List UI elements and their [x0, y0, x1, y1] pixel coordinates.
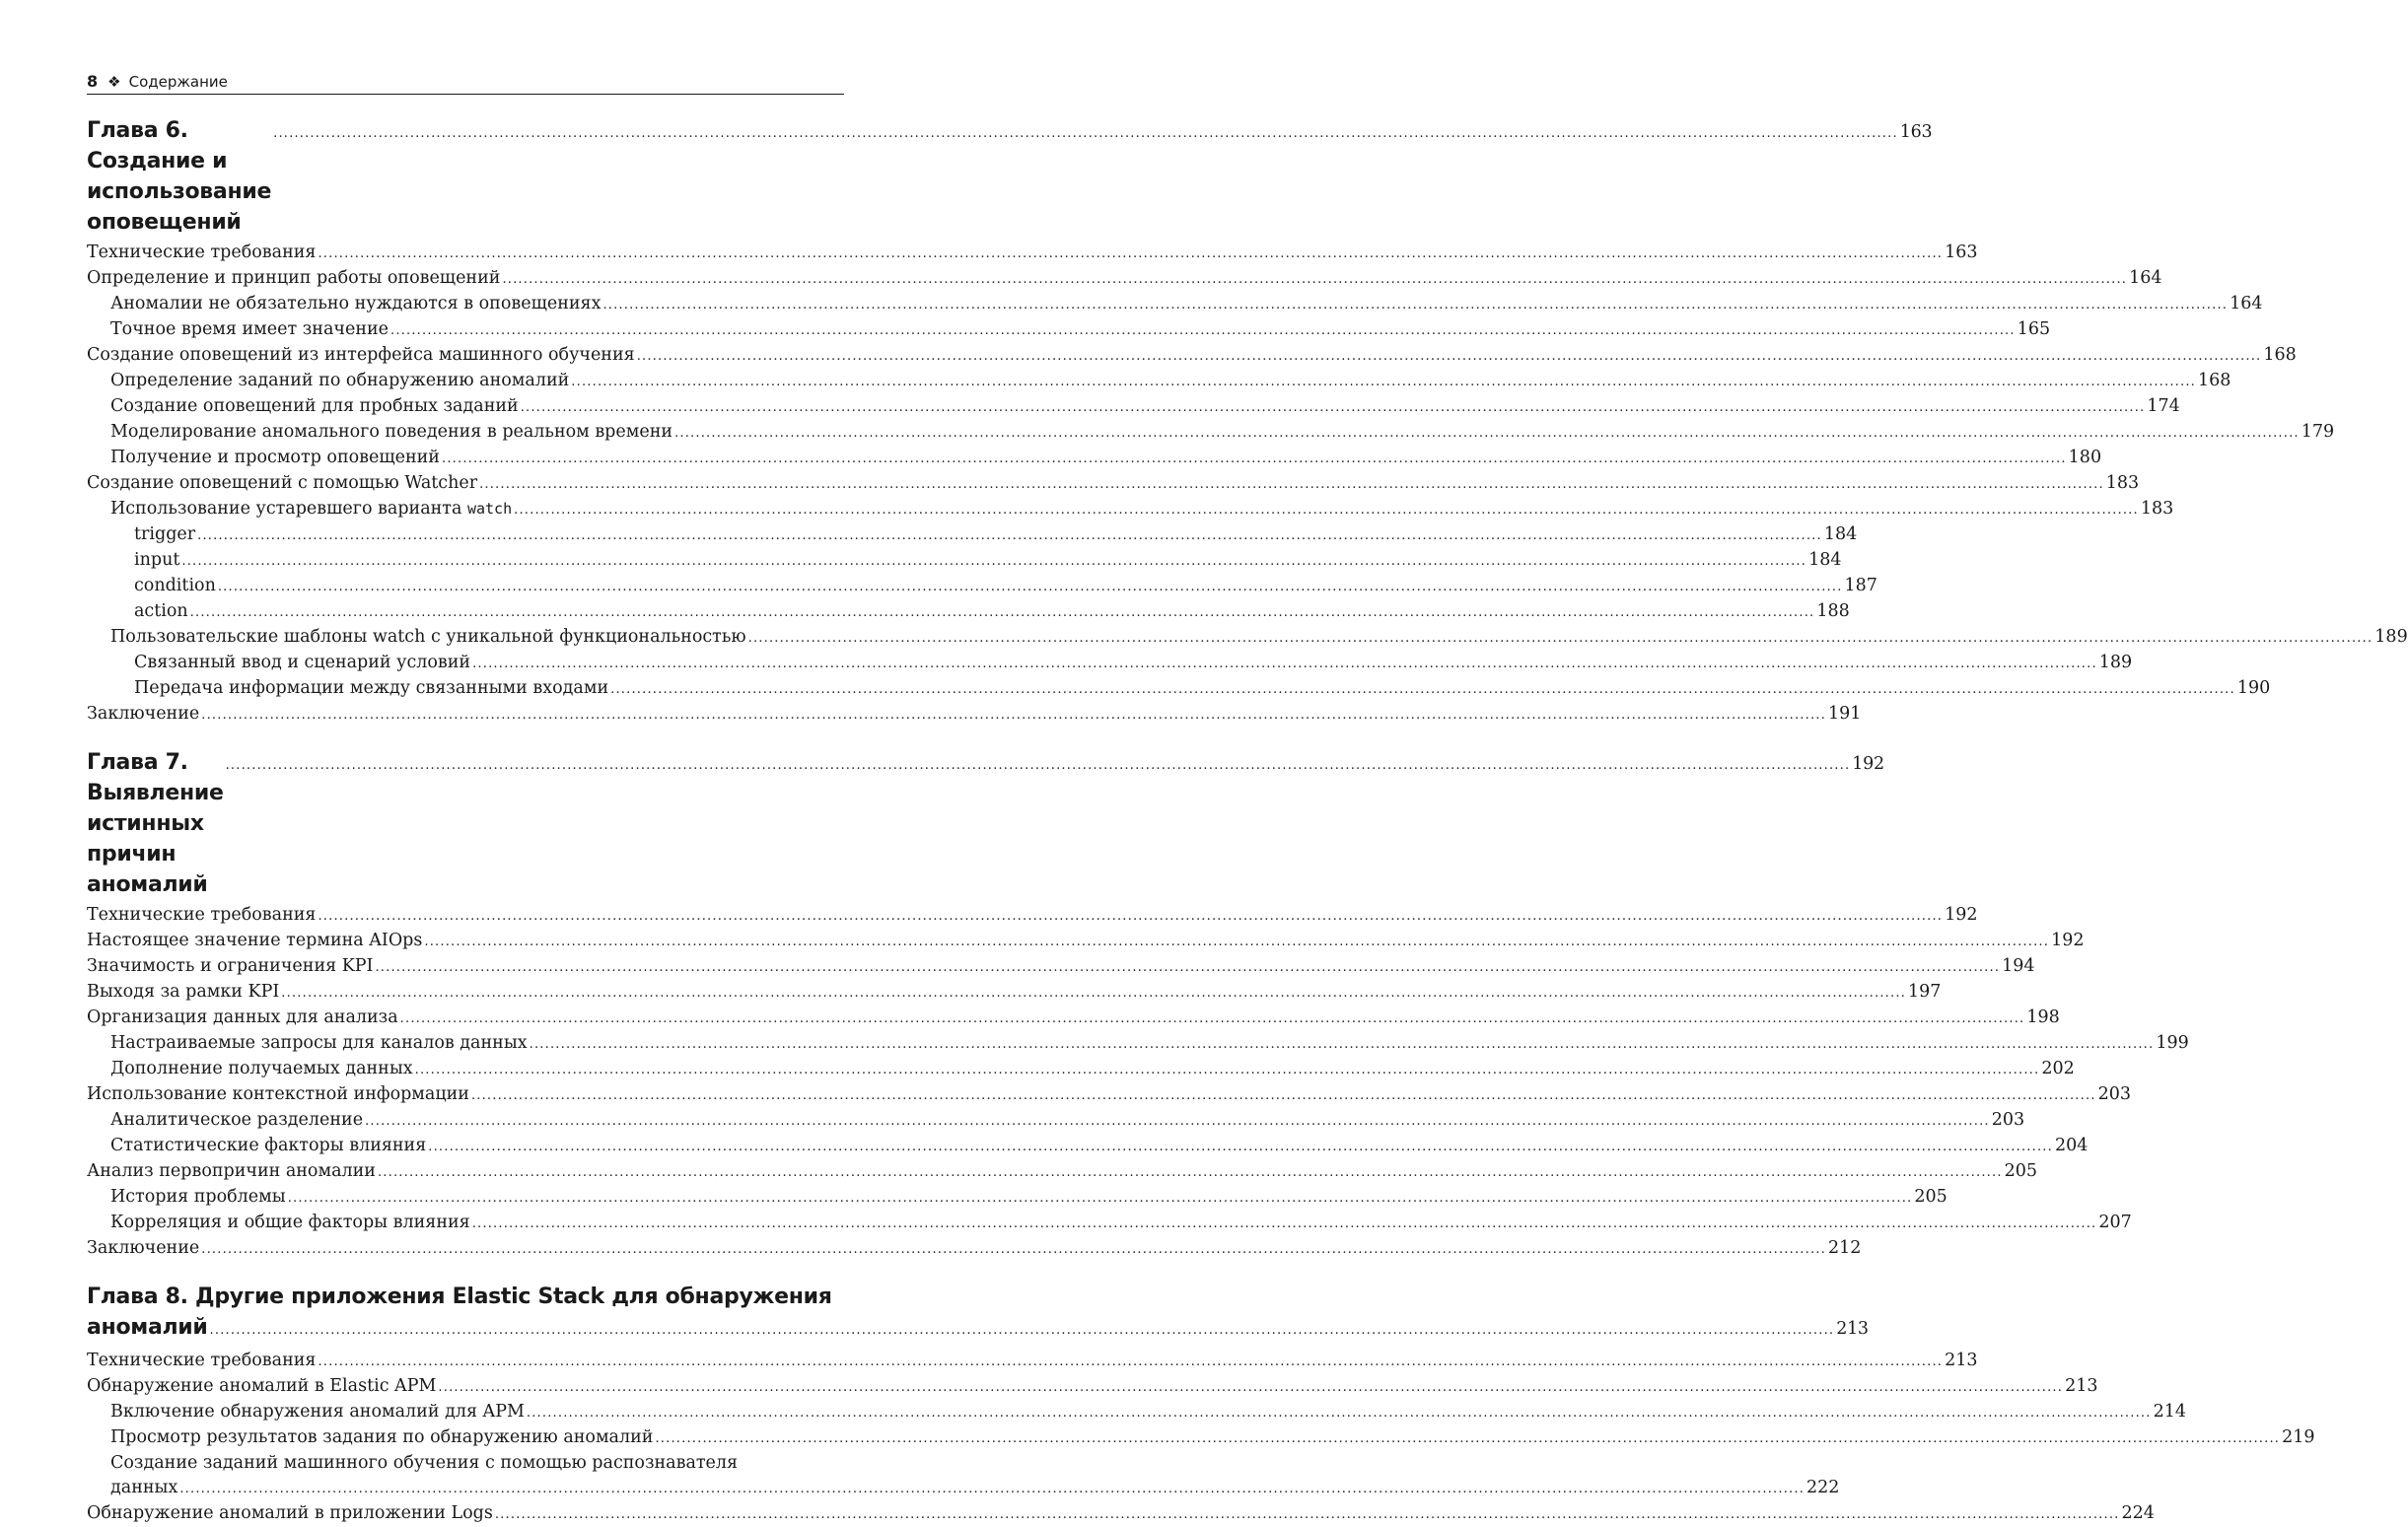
toc-entry-text: Использование устаревшего варианта — [110, 499, 467, 519]
leader-dots — [424, 930, 2049, 954]
toc-entry-title — [134, 676, 608, 701]
toc-entry-title — [87, 1349, 316, 1373]
leader-dots — [318, 242, 1943, 266]
leader-dots — [530, 1032, 2155, 1057]
leader-dots — [400, 1006, 2025, 1031]
toc-entry-text: Заключение — [87, 704, 200, 724]
leader-dots — [318, 904, 1943, 929]
toc-entry[interactable] — [87, 954, 2035, 980]
toc-entry-text: Связанный ввод и сценарий условий — [134, 653, 471, 672]
toc-entry-text: Просмотр результатов задания по обнаружению аномалий — [110, 1427, 654, 1447]
chapter-8 — [87, 1282, 2315, 1527]
toc-entry[interactable] — [87, 394, 2180, 420]
toc-entry[interactable] — [87, 292, 2263, 317]
toc-entry-text: Заключение — [87, 1238, 200, 1258]
leader-dots — [288, 1186, 1913, 1211]
toc-entry-title — [110, 1400, 525, 1424]
toc-entry-page: 179 — [2301, 422, 2335, 442]
toc-entry[interactable] — [87, 522, 1858, 548]
toc-entry[interactable] — [87, 599, 1850, 625]
toc-entry-text: Технические требования — [87, 1351, 317, 1370]
toc-entry[interactable] — [87, 369, 2231, 394]
leader-dots — [201, 703, 1826, 728]
section-title: Содержание — [128, 73, 228, 91]
toc-entry-page: 183 — [2105, 473, 2140, 493]
toc-entry-title — [110, 369, 569, 393]
entry-list — [87, 241, 2408, 728]
toc-entry-page: 188 — [1816, 601, 1850, 621]
toc-entry[interactable] — [87, 676, 2271, 702]
toc-entry[interactable] — [87, 1006, 2060, 1031]
toc-entry-title — [110, 292, 601, 316]
leader-dots — [415, 1058, 2040, 1082]
toc-entry[interactable] — [87, 471, 2140, 497]
toc-entry-page: 187 — [1844, 576, 1877, 595]
leader-dots — [602, 293, 2228, 317]
toc-entry-title — [110, 497, 512, 521]
toc-entry-page: 213 — [2065, 1376, 2098, 1396]
toc-entry-title — [87, 343, 635, 368]
toc-entry[interactable] — [87, 1400, 2186, 1425]
leader-dots — [502, 267, 2127, 292]
leader-dots — [514, 498, 2139, 522]
toc-entry-text: condition — [134, 576, 216, 595]
entry-list — [87, 1349, 2315, 1527]
toc-entry[interactable] — [87, 317, 2051, 343]
leader-dots — [521, 395, 2146, 420]
toc-entry-text: Настоящее значение термина AIOps — [87, 931, 423, 950]
toc-entry[interactable] — [87, 1134, 2089, 1159]
toc-entry-page: 163 — [1945, 243, 1978, 262]
leader-dots — [655, 1426, 2280, 1451]
leader-dots — [571, 370, 2196, 394]
toc-entry-page: 199 — [2156, 1033, 2189, 1053]
toc-entry[interactable] — [87, 929, 2085, 954]
toc-entry-title — [87, 980, 279, 1005]
toc-entry-title — [134, 548, 179, 573]
toc-entry-title — [87, 1236, 199, 1261]
toc-entry-title — [87, 1374, 436, 1399]
leader-dots — [197, 523, 1822, 548]
toc-entry[interactable] — [87, 1476, 1840, 1501]
toc-entry-title — [87, 266, 500, 291]
toc-entry-page: 190 — [2236, 678, 2271, 698]
toc-entry[interactable] — [87, 1057, 2075, 1082]
toc-entry-title — [134, 574, 216, 598]
toc-entry-text: Обнаружение аномалий в приложении Logs — [87, 1503, 493, 1523]
toc-entry-page: 164 — [2129, 268, 2162, 288]
leader-dots — [442, 447, 2067, 471]
leader-dots — [365, 1109, 1990, 1134]
toc-entry[interactable] — [87, 1501, 2155, 1527]
toc-entry-text: Дополнение получаемых данных — [110, 1059, 413, 1078]
toc-entry-page: 164 — [2230, 294, 2263, 313]
leader-dots — [318, 1350, 1943, 1374]
leader-dots — [190, 600, 1815, 625]
toc-entry-page: 202 — [2041, 1059, 2075, 1078]
toc-entry-page: 184 — [1808, 550, 1842, 570]
leader-dots — [438, 1375, 2063, 1400]
toc-entry-text: Технические требования — [87, 905, 317, 925]
toc-page — [87, 69, 2408, 1527]
toc-entry-code: watch — [466, 500, 513, 518]
ornament-icon: ❖ — [107, 73, 121, 91]
leader-dots — [281, 981, 1906, 1006]
toc-entry-text: input — [134, 550, 180, 570]
toc-entry[interactable] — [87, 1031, 2189, 1057]
toc-entry-text: Статистические факторы влияния — [110, 1136, 427, 1155]
chapter-title-text: Глава 6. Создание и использование оповещений — [87, 118, 272, 235]
toc-entry-text: Аномалии не обязательно нуждаются в оповещениях — [110, 294, 602, 313]
toc-entry-text: Получение и просмотр оповещений — [110, 448, 440, 467]
toc-entry[interactable] — [87, 1185, 1948, 1211]
toc-entry-text: Создание оповещений для пробных заданий — [110, 396, 519, 416]
toc-entry[interactable] — [87, 651, 2133, 676]
toc-entry-page: 189 — [2374, 627, 2408, 647]
toc-entry[interactable] — [87, 548, 1842, 574]
leader-dots — [201, 1237, 1826, 1262]
toc-entry-text: Значимость и ограничения KPI — [87, 956, 374, 976]
toc-entry-title — [110, 317, 389, 342]
chapter-title-text: аномалий — [87, 1315, 208, 1340]
toc-entry-text: Пользовательские шаблоны watch с уникальной функциональностью — [110, 627, 746, 647]
toc-entry-title — [134, 522, 195, 547]
toc-entry-title — [110, 1108, 363, 1133]
toc-entry-title — [110, 1425, 653, 1450]
toc-entry[interactable] — [87, 241, 1978, 266]
toc-entry[interactable] — [87, 1374, 2098, 1400]
toc-entry-title — [87, 903, 316, 928]
toc-entry[interactable] — [87, 343, 2297, 369]
leader-dots — [479, 472, 2104, 497]
toc-entry-text: Моделирование аномального поведения в реальном времени — [110, 422, 673, 442]
toc-entry-page: 219 — [2282, 1427, 2315, 1447]
leader-dots — [181, 549, 1806, 574]
toc-entry-page: 214 — [2153, 1402, 2186, 1422]
toc-entry-page: 203 — [2097, 1084, 2132, 1104]
toc-entry-text: Выходя за рамки KPI — [87, 982, 280, 1002]
toc-entry-title — [87, 929, 422, 953]
toc-entry-page: 197 — [1907, 982, 1942, 1002]
toc-entry-page: 174 — [2147, 396, 2180, 416]
entry-list — [87, 903, 2189, 1262]
toc-entry-page: 192 — [2051, 931, 2085, 950]
chapter-page: 192 — [1852, 754, 1884, 774]
leader-dots — [495, 1502, 2120, 1527]
toc-entry-page: 212 — [1827, 1238, 1862, 1258]
toc-entry[interactable] — [87, 702, 1862, 728]
toc-entry-text: Создание оповещений из интерфейса машинного обучения — [87, 345, 635, 365]
toc-entry-title — [110, 1476, 177, 1500]
chapter-6 — [87, 115, 2408, 728]
toc-entry[interactable] — [87, 1211, 2132, 1236]
toc-entry[interactable] — [87, 1082, 2132, 1108]
toc-entry-text: Организация данных для анализа — [87, 1007, 398, 1027]
toc-entry-text: Создание оповещений с помощью Watcher — [87, 473, 478, 493]
toc-entry[interactable] — [87, 446, 2102, 471]
toc-entry-title — [110, 1057, 413, 1081]
toc-entry-page: 203 — [1991, 1110, 2025, 1130]
toc-entry-text: Аналитическое разделение — [110, 1110, 364, 1130]
toc-entry-title — [87, 241, 316, 265]
toc-entry-page: 189 — [2098, 653, 2133, 672]
toc-entry-text: Настраиваемые запросы для каналов данных — [110, 1033, 528, 1053]
toc-entry-text: Определение и принцип работы оповещений — [87, 268, 501, 288]
toc-entry-page: 205 — [1914, 1187, 1948, 1207]
chapter-title-text: Глава 7. Выявление истинных причин аномалий — [87, 750, 224, 897]
toc-entry-page: 180 — [2068, 448, 2102, 467]
toc-entry-title — [87, 954, 373, 979]
leader-dots — [610, 677, 2235, 702]
toc-entry-page: 183 — [2140, 499, 2174, 519]
chapter-page: 213 — [1836, 1319, 1869, 1339]
toc-entry-title — [110, 1031, 528, 1056]
toc-entry-text: Использование контекстной информации — [87, 1084, 469, 1104]
toc-entry-title — [134, 651, 470, 675]
toc-entry[interactable] — [87, 1236, 1862, 1262]
toc-entry-text: Точное время имеет значение — [110, 319, 390, 339]
leader-dots — [218, 575, 1843, 599]
toc-entry-title — [110, 394, 519, 419]
toc-entry-text: Корреляция и общие факторы влияния — [110, 1213, 470, 1232]
toc-entry-page: 207 — [2098, 1213, 2132, 1232]
toc-entry-title — [110, 420, 673, 445]
toc-entry-page: 191 — [1827, 704, 1862, 724]
toc-entry[interactable] — [87, 420, 2335, 446]
toc-entry-page: 213 — [1945, 1351, 1978, 1370]
toc-entry-title — [110, 1211, 470, 1235]
leader-dots — [637, 344, 2262, 369]
toc-entry-title — [87, 702, 199, 727]
leader-dots — [210, 1315, 1835, 1346]
toc-entry-text: trigger — [134, 524, 196, 544]
chapter-title[interactable] — [87, 747, 1884, 900]
toc-entry-text: История проблемы — [110, 1187, 286, 1207]
leader-dots — [471, 1083, 2096, 1108]
toc-entry[interactable] — [87, 625, 2408, 651]
toc-entry-page: 165 — [2017, 319, 2051, 339]
toc-entry-text: Определение заданий по обнаружению аномалий — [110, 371, 570, 390]
toc-entry-page: 184 — [1823, 524, 1858, 544]
toc-entry-text: Обнаружение аномалий в Elastic APM — [87, 1376, 437, 1396]
toc-entry-title — [87, 1006, 398, 1030]
toc-entry-title — [87, 1501, 493, 1526]
toc-entry[interactable] — [87, 1425, 2315, 1451]
toc-entry-title — [110, 1185, 286, 1210]
leader-dots — [472, 1212, 2097, 1236]
toc-entry-page: 224 — [2121, 1503, 2155, 1523]
toc-entry-page: 192 — [1945, 905, 1978, 925]
toc-entry-page: 168 — [2263, 345, 2297, 365]
toc-entry-page: 222 — [1806, 1478, 1840, 1497]
chapter-title[interactable] — [87, 115, 1933, 238]
chapter-title-line1[interactable]: Глава 8. Другие приложения Elastic Stack для обнаружения — [87, 1284, 832, 1309]
leader-dots — [748, 626, 2373, 651]
toc-entry-title — [134, 599, 188, 624]
toc-entry-page: 204 — [2054, 1136, 2089, 1155]
leader-dots — [472, 652, 2097, 676]
toc-entry[interactable] — [87, 1159, 2038, 1185]
toc-entry[interactable] — [87, 980, 1942, 1006]
leader-dots — [428, 1135, 2053, 1159]
leader-dots — [527, 1401, 2152, 1425]
toc-entry[interactable] — [87, 1349, 1978, 1374]
chapter-7 — [87, 747, 2189, 1262]
leader-dots — [378, 1160, 2003, 1185]
toc-entry-text: Анализ первопричин аномалии — [87, 1161, 376, 1181]
toc-entry-page: 205 — [2004, 1161, 2038, 1181]
toc-entry-title — [87, 1159, 376, 1184]
chapter-title[interactable] — [87, 1312, 1869, 1346]
toc-entry-title — [87, 1082, 469, 1107]
toc-entry-title — [87, 471, 477, 496]
leader-dots — [390, 318, 2016, 343]
leader-dots — [375, 955, 2000, 980]
toc-entry-text: Передача информации между связанными входами — [134, 678, 609, 698]
toc-entry-title — [110, 625, 746, 650]
toc-entry-page: 168 — [2197, 371, 2231, 390]
toc-entry[interactable] — [87, 266, 2162, 292]
running-head — [87, 69, 844, 95]
page-number: 8 — [87, 72, 99, 91]
toc-entry-page: 194 — [2002, 956, 2035, 976]
toc-entry-title — [110, 1134, 426, 1158]
chapter-page: 163 — [1899, 122, 1933, 142]
leader-dots — [226, 750, 1851, 781]
leader-dots — [674, 421, 2300, 446]
leader-dots — [179, 1477, 1805, 1501]
toc-entry-page: 198 — [2026, 1007, 2060, 1027]
toc-entry-title — [110, 446, 440, 470]
toc-entry-text: Включение обнаружения аномалий для APM — [110, 1402, 525, 1422]
toc-entry-text: данных — [110, 1478, 178, 1497]
leader-dots — [273, 118, 1898, 149]
toc-entry[interactable] — [87, 574, 1877, 599]
toc-entry[interactable] — [87, 1108, 2025, 1134]
toc-entry-text: action — [134, 601, 188, 621]
toc-entry[interactable] — [87, 903, 1978, 929]
toc-entry-line[interactable]: Создание заданий машинного обучения с помощью распознавателя — [110, 1453, 739, 1473]
toc-entry[interactable] — [87, 497, 2174, 522]
toc-entry-text: Технические требования — [87, 243, 317, 262]
